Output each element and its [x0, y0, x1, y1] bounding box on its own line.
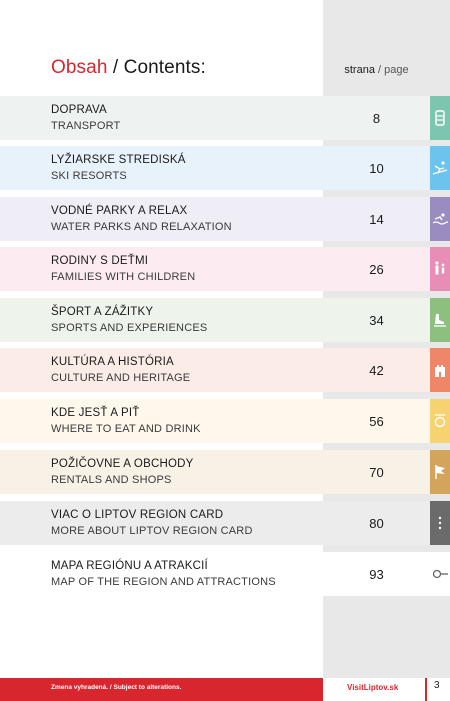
- toc-row-background: [0, 96, 323, 140]
- section-title-en: SPORTS AND EXPERIENCES: [51, 322, 208, 334]
- title-sk: Obsah: [51, 57, 108, 78]
- toc-row[interactable]: [0, 501, 450, 545]
- plate-icon: [430, 399, 450, 443]
- section-title-en: SKI RESORTS: [51, 170, 127, 182]
- toc-row[interactable]: [0, 247, 450, 291]
- skier-icon: [430, 146, 450, 190]
- section-title-en: WATER PARKS AND RELAXATION: [51, 221, 232, 233]
- toc-row[interactable]: [0, 450, 450, 494]
- section-title-sk: ŠPORT A ZÁŽITKY: [51, 306, 154, 318]
- section-page-number: 10: [323, 146, 430, 190]
- flag-icon: [430, 450, 450, 494]
- section-page-number: 70: [323, 450, 430, 494]
- title-en: Contents:: [123, 57, 206, 78]
- page-label-separator: /: [374, 64, 385, 76]
- section-page-number: 34: [323, 298, 430, 342]
- page-label-sk: strana: [344, 64, 375, 76]
- map-pin-icon: [430, 552, 450, 596]
- section-title-sk: KULTÚRA A HISTÓRIA: [51, 356, 174, 368]
- section-title-en: FAMILIES WITH CHILDREN: [51, 271, 196, 283]
- family-icon: [430, 247, 450, 291]
- toc-row-background: [0, 501, 323, 545]
- toc-row[interactable]: [0, 552, 450, 596]
- toc-row-background: [0, 247, 323, 291]
- swimmer-icon: [430, 197, 450, 241]
- toc-row-background: [0, 146, 323, 190]
- section-title-en: MORE ABOUT LIPTOV REGION CARD: [51, 525, 253, 537]
- page-number: 3: [434, 680, 440, 691]
- section-title-sk: VIAC O LIPTOV REGION CARD: [51, 509, 224, 521]
- section-page-number: 26: [323, 247, 430, 291]
- section-title-sk: RODINY S DEŤMI: [51, 255, 149, 267]
- toc-row[interactable]: [0, 197, 450, 241]
- section-title-sk: VODNÉ PARKY A RELAX: [51, 205, 188, 217]
- website-link[interactable]: VisitLiptov.sk: [347, 683, 399, 692]
- section-page-number: 80: [323, 501, 430, 545]
- page-number-divider: [425, 678, 427, 701]
- page-label-en: page: [384, 64, 409, 76]
- section-title-sk: MAPA REGIÓNU A ATRAKCIÍ: [51, 560, 208, 572]
- toc-row[interactable]: [0, 96, 450, 140]
- castle-icon: [430, 348, 450, 392]
- page-column-header: [323, 64, 430, 76]
- section-title-sk: KDE JESŤ A PIŤ: [51, 407, 140, 419]
- section-title-en: MAP OF THE REGION AND ATTRACTIONS: [51, 576, 276, 588]
- toc-row[interactable]: [0, 399, 450, 443]
- toc-row-background: [0, 348, 323, 392]
- section-title-sk: POŽIČOVNE A OBCHODY: [51, 458, 194, 470]
- section-page-number: 93: [323, 552, 430, 596]
- toc-row[interactable]: [0, 348, 450, 392]
- toc-row-background: [0, 552, 323, 596]
- contents-title: [51, 57, 206, 79]
- section-title-en: CULTURE AND HERITAGE: [51, 372, 191, 384]
- toc-row[interactable]: [0, 146, 450, 190]
- section-title-en: RENTALS AND SHOPS: [51, 474, 172, 486]
- section-page-number: 14: [323, 197, 430, 241]
- section-title-en: WHERE TO EAT AND DRINK: [51, 423, 201, 435]
- section-title-sk: DOPRAVA: [51, 104, 107, 116]
- section-page-number: 42: [323, 348, 430, 392]
- toc-row-background: [0, 450, 323, 494]
- toc-row-background: [0, 298, 323, 342]
- section-title-sk: LYŽIARSKE STREDISKÁ: [51, 154, 186, 166]
- more-icon: [430, 501, 450, 545]
- section-page-number: 8: [323, 96, 430, 140]
- toc-row-background: [0, 399, 323, 443]
- title-separator: /: [107, 57, 124, 78]
- toc-row[interactable]: [0, 298, 450, 342]
- bus-icon: [430, 96, 450, 140]
- section-title-en: TRANSPORT: [51, 120, 121, 132]
- footer-note: Zmena vyhradená. / Subject to alterations.: [51, 684, 182, 691]
- section-page-number: 56: [323, 399, 430, 443]
- toc-row-background: [0, 197, 323, 241]
- skate-icon: [430, 298, 450, 342]
